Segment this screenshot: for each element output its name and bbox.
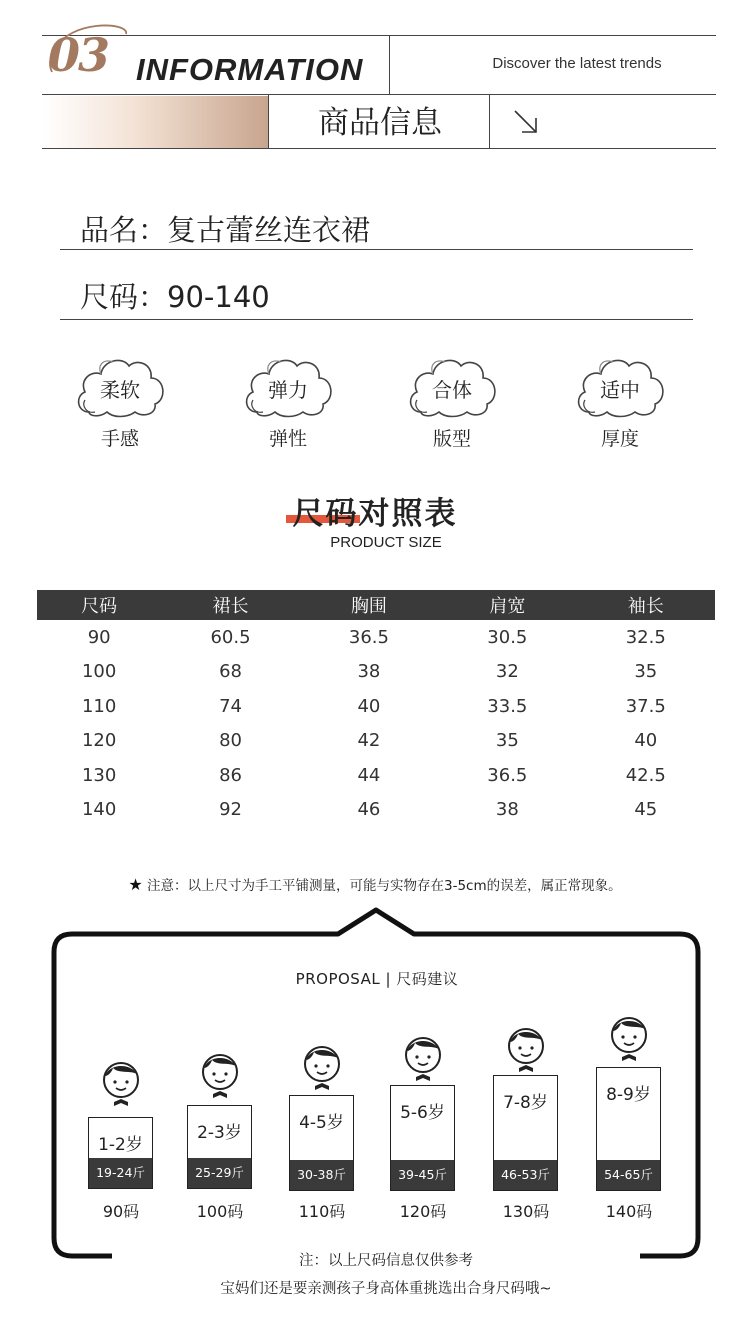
size-suggestion-5 xyxy=(493,1026,559,1230)
age-label: 8-9岁 xyxy=(606,1085,651,1105)
feature-main: 柔软 xyxy=(100,378,140,402)
weight-label: 46-53斤 xyxy=(494,1160,557,1190)
table-row xyxy=(37,724,715,759)
age-card xyxy=(390,1085,455,1191)
age-label: 1-2岁 xyxy=(98,1135,143,1155)
age-card xyxy=(493,1075,558,1191)
table-cell: 60.5 xyxy=(210,626,251,648)
weight-label: 25-29斤 xyxy=(188,1158,251,1188)
child-face-icon xyxy=(99,1060,143,1106)
tagline: Discover the latest trends xyxy=(492,55,662,72)
table-cell: 44 xyxy=(357,764,381,786)
table-cell: 120 xyxy=(81,730,117,752)
weight-label: 54-65斤 xyxy=(597,1160,660,1190)
age-card xyxy=(187,1105,252,1189)
table-cell: 86 xyxy=(219,764,242,786)
weight-label: 39-45斤 xyxy=(391,1160,454,1190)
table-cell: 90 xyxy=(87,626,111,648)
col-header: 裙长 xyxy=(161,590,299,620)
table-cell: 68 xyxy=(219,661,242,683)
size-table xyxy=(37,590,715,827)
table-row xyxy=(37,793,715,828)
table-cell: 100 xyxy=(81,661,117,683)
table-cell: 33.5 xyxy=(487,695,528,717)
page-title: 商品信息 xyxy=(318,105,442,141)
size-label: 140码 xyxy=(605,1202,653,1221)
child-face-icon xyxy=(300,1044,344,1090)
product-name-rule xyxy=(60,249,693,250)
table-cell: 130 xyxy=(81,764,117,786)
age-label: 2-3岁 xyxy=(197,1123,242,1143)
size-chart-title: 尺码对照表 xyxy=(292,496,458,532)
weight-label: 30-38斤 xyxy=(290,1160,353,1190)
product-size-range: 尺码：90-140 xyxy=(80,280,270,314)
table-row xyxy=(37,758,715,793)
measure-advice: 宝妈们还是要亲测孩子身高体重挑选出合身尺码哦~ xyxy=(220,1281,552,1297)
table-header-row xyxy=(37,590,715,620)
measurement-notice xyxy=(0,874,750,894)
table-cell: 38 xyxy=(495,799,519,821)
feature-sub: 弹性 xyxy=(268,428,307,450)
col-header: 尺码 xyxy=(37,590,161,620)
table-cell: 45 xyxy=(634,799,658,821)
child-face-icon xyxy=(504,1026,548,1072)
table-cell: 32 xyxy=(495,661,519,683)
table-row xyxy=(37,620,715,655)
product-size-rule xyxy=(60,319,693,320)
gradient-bar xyxy=(42,96,268,148)
size-label: 120码 xyxy=(399,1202,447,1221)
table-cell: 140 xyxy=(81,799,117,821)
col-header: 胸围 xyxy=(300,590,438,620)
size-chart-subtitle: PRODUCT SIZE xyxy=(330,534,442,551)
table-cell: 37.5 xyxy=(625,695,666,717)
header-bottom-rule xyxy=(42,148,716,149)
feature-main: 合体 xyxy=(432,378,472,402)
product-name: 品名：复古蕾丝连衣裙 xyxy=(80,213,371,247)
size-label: 110码 xyxy=(298,1202,346,1221)
table-cell: 42 xyxy=(357,730,381,752)
table-cell: 32.5 xyxy=(625,626,666,648)
feature-sub: 手感 xyxy=(100,428,139,450)
table-cell: 110 xyxy=(81,695,117,717)
age-label: 4-5岁 xyxy=(299,1113,344,1133)
feature-sub: 版型 xyxy=(432,428,471,450)
table-cell: 92 xyxy=(219,799,242,821)
table-cell: 38 xyxy=(357,661,381,683)
table-cell: 40 xyxy=(634,730,658,752)
col-header: 袖长 xyxy=(577,590,715,620)
table-cell: 35 xyxy=(495,730,519,752)
feature-sub: 厚度 xyxy=(600,428,639,450)
header-divider-1 xyxy=(389,35,390,94)
child-face-icon xyxy=(607,1015,651,1061)
reference-note: 注：以上尺码信息仅供参考 xyxy=(299,1253,473,1269)
size-suggestion-1 xyxy=(88,1060,154,1230)
proposal-title: PROPOSAL | 尺码建议 xyxy=(295,970,459,988)
table-cell: 42.5 xyxy=(625,764,666,786)
table-cell: 40 xyxy=(357,695,381,717)
table-row xyxy=(37,689,715,724)
feature-main: 适中 xyxy=(600,378,640,402)
feature-main: 弹力 xyxy=(268,378,308,402)
child-face-icon xyxy=(198,1052,242,1098)
notice-text: 注意：以上尺寸为手工平铺测量，可能与实物存在3-5cm的误差，属正常现象。 xyxy=(147,878,622,894)
weight-label: 19-24斤 xyxy=(89,1158,152,1188)
age-card xyxy=(88,1117,153,1189)
table-cell: 46 xyxy=(357,799,381,821)
child-face-icon xyxy=(401,1035,445,1081)
age-label: 5-6岁 xyxy=(400,1103,445,1123)
age-label: 7-8岁 xyxy=(503,1093,548,1113)
table-cell: 36.5 xyxy=(487,764,528,786)
arrow-down-right-icon xyxy=(512,108,542,138)
size-suggestion-3 xyxy=(289,1044,355,1230)
size-label: 90码 xyxy=(102,1202,140,1221)
section-number: 03 xyxy=(48,28,109,82)
header-top-rule xyxy=(42,35,716,36)
header-mid-rule xyxy=(42,94,716,95)
size-label: 130码 xyxy=(502,1202,550,1221)
size-suggestion-4 xyxy=(390,1035,456,1230)
table-cell: 30.5 xyxy=(487,626,528,648)
section-word: INFORMATION xyxy=(136,52,364,87)
size-suggestion-2 xyxy=(187,1052,253,1230)
table-cell: 36.5 xyxy=(348,626,389,648)
table-row xyxy=(37,655,715,690)
table-cell: 80 xyxy=(219,730,242,752)
table-cell: 35 xyxy=(634,661,658,683)
size-suggestion-6 xyxy=(596,1015,662,1230)
star-icon: ★ xyxy=(128,875,143,894)
size-label: 100码 xyxy=(196,1202,244,1221)
header-divider-2 xyxy=(268,94,269,148)
table-cell: 74 xyxy=(219,695,242,717)
age-card xyxy=(289,1095,354,1191)
col-header: 肩宽 xyxy=(438,590,576,620)
age-card xyxy=(596,1067,661,1191)
